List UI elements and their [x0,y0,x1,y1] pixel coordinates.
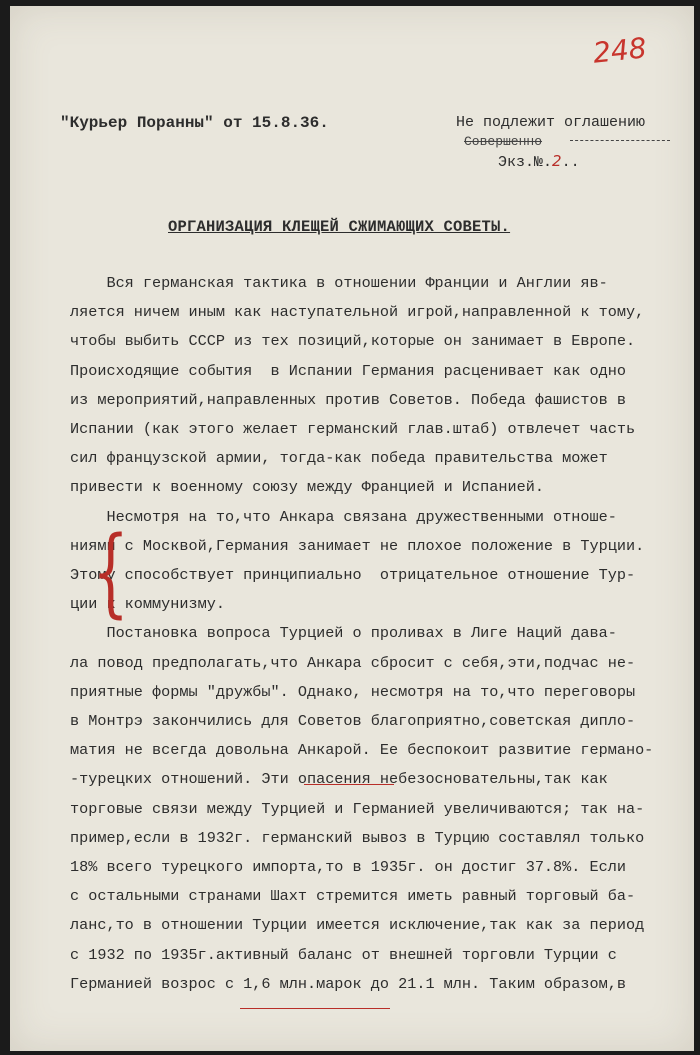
body-line: ции к коммунизму. [70,595,225,614]
body-line: с 1932 по 1935г.активный баланс от внешней торговли Турции с [70,945,617,964]
body-line: Германией возрос с 1,6 млн.марок до 21.1 млн. Таким образом,в [70,974,626,993]
body-line: ляется ничем иным как наступательной игрой,направленной к тому, [70,303,645,322]
body-line: в Монтрэ закончились для Советов благоприятно,советская дипло- [70,712,636,730]
struck-classification: Совершенно [464,134,543,149]
body-line: матия не всегда довольна Анкарой. Ее беспокоит развитие германо- [70,741,654,760]
copy-number-line: Экз.№.2.. [498,152,580,171]
folio-number: 248 [591,31,649,70]
document-page [10,6,694,1051]
document-title: ОРГАНИЗАЦИЯ КЛЕЩЕЙ СЖИМАЮЩИХ СОВЕТЫ. [168,218,511,236]
margin-bracket-mark: { [92,516,129,628]
body-line: чтобы выбить СССР из тех позиций,которые он занимает в Европе. [70,332,636,351]
classification-label: Не подлежит оглашению [456,114,646,131]
body-line: Этому способствует принципиально отрицательное отношение Тур- [70,566,636,584]
body-line: пример,если в 1932г. германский вывоз в Турцию составлял только [70,828,645,847]
body-line: Происходящие события в Испании Германия расценивает как одно [70,361,626,380]
source-line: "Курьер Поранны" от 15.8.36. [60,114,329,132]
body-line: Испании (как этого желает германский глав.штаб) отвлечет часть [70,420,636,438]
body-line: из мероприятий,направленных против Советов. Победа фашистов в [70,390,626,409]
body-line: Вся германская тактика в отношении Франции и Англии яв- [70,274,608,292]
pencil-underline-1 [304,784,394,785]
pencil-underline-2 [240,1008,390,1009]
body-line: торговые связи между Турцией и Германией увеличиваются; так на- [70,799,645,818]
body-line: с остальными странами Шахт стремится иметь равный торговый ба- [70,887,636,906]
body-line: ниями с Москвой,Германия занимает не плохое положение в Турции. [70,536,645,555]
body-line: приятные формы "дружбы". Однако, несмотря на то,что переговоры [70,682,636,701]
body-line: привести к военному союзу между Францией и Испанией. [70,478,544,497]
body-line: ланс,то в отношении Турции имеется исключение,так как за период [70,916,645,935]
body-line: -турецких отношений. Эти опасения небезосновательны,так как [70,770,608,789]
body-line: Постановка вопроса Турцией о проливах в Лиге Наций дава- [70,624,617,643]
body-line: 18% всего турецкого импорта,то в 1935г. он достиг 37.8%. Если [70,858,626,876]
dashed-rule [570,140,670,141]
body-line: Несмотря на то,что Анкара связана дружественными отноше- [70,507,617,526]
body-line: сил французской армии, тогда-как победа правительства может [70,449,608,468]
body-line: ла повод предполагать,что Анкара сбросит с себя,эти,подчас не- [70,653,636,672]
copy-label: Экз.№. [498,154,553,171]
copy-number: 2 [552,152,562,170]
